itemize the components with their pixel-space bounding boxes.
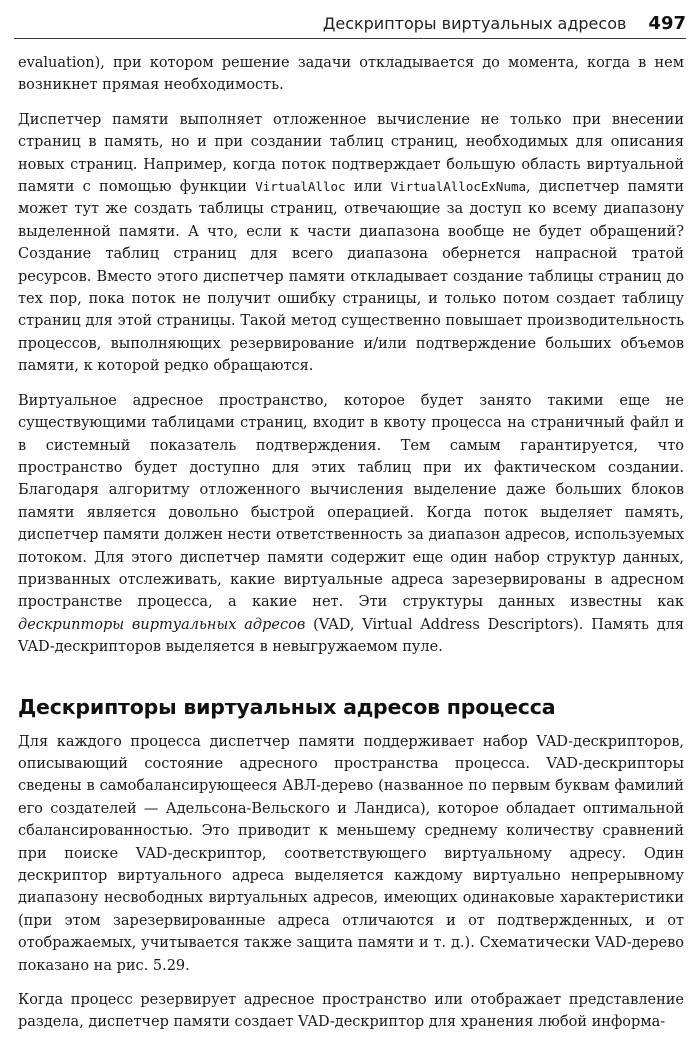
section-heading: Дескрипторы виртуальных адресов процесса xyxy=(18,694,556,719)
paragraph-continuation: evaluation), при котором решение задачи откладывается до момента, когда в нем возникнет прямая необходимость. xyxy=(18,55,684,94)
paragraph-text: Диспетчер памяти выполняет отложенное вычисление не только при внесении страниц в память, но и при создании таблиц страниц, необходимых для описания новых страниц. Например, когда поток подтверждает большую область виртуальной памяти с помощью функции xyxy=(18,111,684,196)
code-virtualallocexnuma: VirtualAllocExNuma xyxy=(390,179,527,195)
paragraph-text: , диспетчер памяти может тут же создать таблицы страниц, отвечающие за доступ ко всему диапазону выделенной памяти. А что, если к части диапазона вообще не будет обращений? Создание таблиц страниц для всего диапазона обернется напрасной тратой ресурсов. Вместо этого диспетчер памяти откладывает создание таблицы страниц до тех пор, пока поток не получит ошибку страницы, и только потом создает таблицу страниц для этой страницы. Такой метод существенно повышает производительность процессов, выполняющих резервирование и/или подтверждение больших объемов памяти, к которой редко обращаются. xyxy=(18,179,684,375)
paragraph-vad-intro xyxy=(18,390,684,659)
paragraph-vad-tree: Для каждого процесса диспетчер памяти поддерживает набор VAD-дескрипторов, описывающий состояние адресного пространства процесса. VAD-дескрипторы сведены в самобалансирующееся АВЛ-дерево (названное по первым буквам фамилий его создателей — Адельсона-Вельского и Ландиса), которое обладает оптимальной сбалансированностью. Это приводит к меньшему среднему количеству сравнений при поиске VAD-дескриптор, соответствующего виртуальному адресу. Один дескриптор виртуального адреса выделяется каждому виртуально непрерывному диапазону несвободных виртуальных адресов, имеющих одинаковые характеристики (при этом зарезервированные адреса отличаются и от подтвержденных, и от отображаемых, учитывается также защита памяти и т. д.). Схематически VAD-дерево показано на рис. 5.29. xyxy=(18,733,684,974)
paragraph-vad-creation: Когда процесс резервирует адресное пространство или отображает представление раздела, диспетчер памяти создает VAD-дескриптор для хранения любой информа- xyxy=(18,992,684,1031)
paragraph-text: Виртуальное адресное пространство, которое будет занято такими еще не существующими таблицами страниц, входит в квоту процесса на страничный файл и в системный показатель подтверждения. Тем самым гарантируется, что пространство будет доступно для этих таблиц при их фактическом создании. Благодаря алгоритму отложенного вычисления выделение даже больших блоков памяти является довольно быстрой операцией. Когда поток выделяет память, диспетчер памяти должен нести ответственность за диапазон адресов, используемых потоком. Для этого диспетчер памяти содержит еще один набор структур данных, призванных отслеживать, какие виртуальные адреса зарезервированы в адресном пространстве процесса, а какие нет. Эти структуры данных известны как xyxy=(18,392,684,611)
code-virtualalloc: VirtualAlloc xyxy=(255,179,346,195)
paragraph-lazy-page-tables xyxy=(18,109,684,378)
page-number: 497 xyxy=(648,13,686,34)
running-header xyxy=(14,8,686,39)
paragraph-text: или xyxy=(345,179,391,196)
term-vad: дескрипторы виртуальных адресов xyxy=(18,616,306,633)
running-title: Дескрипторы виртуальных адресов xyxy=(322,14,627,33)
paragraph-text: (VAD, Virtual Address Descriptors). Память для VAD-дескрипторов выделяется в невыгружаемом пуле. xyxy=(18,616,684,656)
page-body xyxy=(18,52,684,1046)
